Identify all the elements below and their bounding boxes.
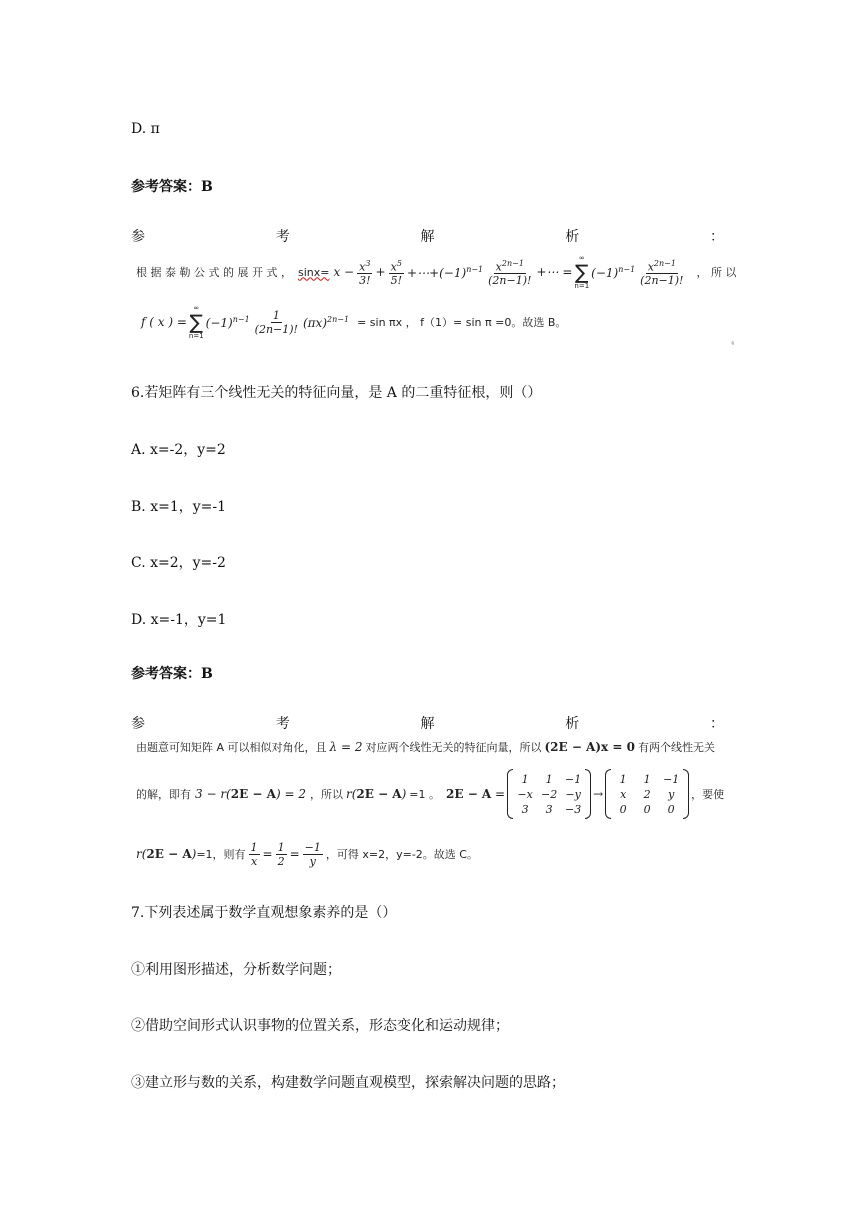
q5-analysis-heading: 参 考 解 析 ： [131, 229, 724, 245]
q6-option-c: C. x=2，y=-2 [131, 555, 226, 571]
q5-solution-line-2: f ( x ) = ∞ ∑ n=1 $(-1)^{n-1}$ $\frac{1}{(2n-1)!}$ $(\pi x)^{2n-1}$ = sin πx ， f（1）= sin π =0。故选 B。 [141, 304, 567, 340]
edge-mark: ⁴ [731, 340, 735, 349]
q6-option-b: B. x=1，y=-1 [131, 499, 226, 515]
q5-solution-line-1: 根 据 泰 勒 公 式 的 展 开 式 ， sinx= x − $\frac{x^3}{3!}$ + $\frac{x^5}{5!}$ $+\cdots+(-1)^{n-1}$ $\frac{x^{2n-1}}{(2n-1)!}$ +⋯ = ∞ ∑ n=1 $(-1)^{n-1}$ $\frac{x^{2n-1}}{(2n-1)!}$ ， 所 以 [136, 254, 737, 290]
q7-stem: 7.下列表述属于数学直观想象素养的是（） [131, 905, 397, 921]
arrow-icon: → [593, 787, 604, 801]
q6-answer: 参考答案：B [131, 666, 213, 682]
q5-option-d: D. π [131, 121, 160, 137]
q6-analysis-heading: 参 考 解 析 ： [131, 716, 724, 732]
q7-item-1: ①利用图形描述，分析数学问题； [131, 962, 341, 978]
q6-option-a: A. x=-2，y=2 [131, 442, 226, 458]
q6-stem: 6.若矩阵有三个线性无关的特征向量，是 A 的二重特征根，则（） [131, 385, 542, 401]
q7-item-2: ②借助空间形式认识事物的位置关系，形态变化和运动规律； [131, 1018, 509, 1034]
q7-item-3: ③建立形与数的关系，构建数学问题直观模型，探索解决问题的思路； [131, 1075, 565, 1091]
q5-answer: 参考答案：B [131, 179, 213, 195]
q6-solution-line-2: 的解，即有 3 − r(2E − A) = 2 ，所以 r(2E − A) =1 。 2E − A = 1 1 −1 −x −2 −y 3 3 −3 → 1 1 −1 x 2 y 0 0 0 ，要使 [136, 765, 724, 823]
q6-option-d: D. x=-1，y=1 [131, 612, 227, 628]
q6-solution-line-1: 由题意可知矩阵 A 可以相似对角化，且 λ = 2 对应两个线性无关的特征向量，所以 (2E − A)x = 0 有两个线性无关 [136, 740, 715, 754]
matrix-left: 1 1 −1 −x −2 −y 3 3 −3 [507, 769, 591, 819]
q6-solution-line-3: r(2E − A) =1，则有 $\frac{1}{x}$ = $\frac{1}{2}$ = $\frac{-1}{y}$ ，可得 x=2，y=-2。故选 C。 [136, 840, 478, 868]
matrix-right: 1 1 −1 x 2 y 0 0 0 [605, 769, 689, 819]
